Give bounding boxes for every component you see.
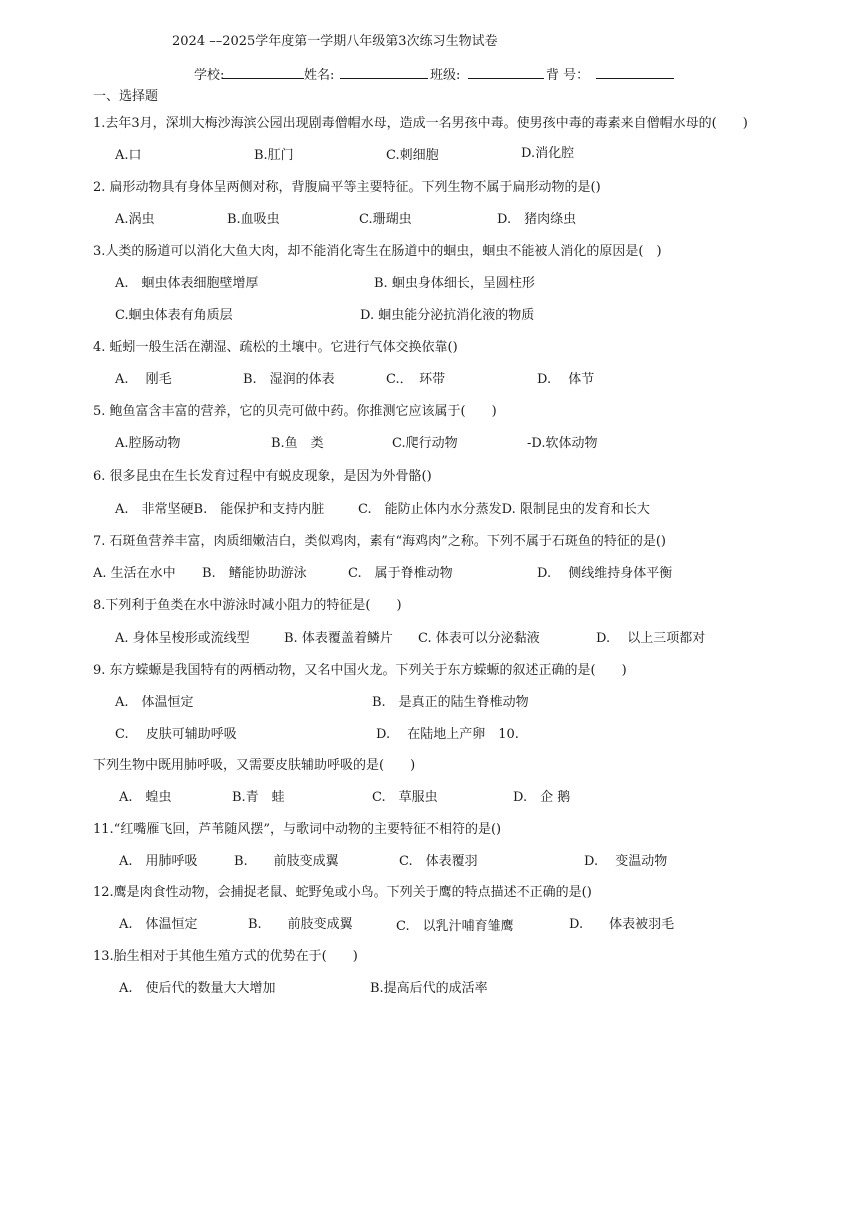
q7-option-c[interactable]: C. 属于脊椎动物	[348, 566, 453, 581]
q7-option-b[interactable]: B. 鳍能协助游泳	[202, 566, 307, 581]
q10-option-d[interactable]: D. 企 鹅	[513, 790, 571, 805]
q2-option-c[interactable]: C.珊瑚虫	[359, 212, 412, 227]
q11-option-d[interactable]: D. 变温动物	[584, 854, 668, 869]
q3-option-d[interactable]: D. 蛔虫能分泌抗消化液的物质	[360, 308, 535, 323]
q9-option-a[interactable]: A. 体温恒定	[115, 695, 194, 710]
q1-option-d[interactable]: D.消化腔	[521, 146, 575, 161]
question-9: 9. 东方蝾螈是我国特有的两栖动物，又名中国火龙。下列关于东方蝾螈的叙述正确的是( )	[93, 663, 627, 678]
q8-option-d[interactable]: D. 以上三项都对	[596, 631, 706, 646]
q13-option-a[interactable]: A. 使后代的数量大大增加	[119, 981, 276, 996]
question-13: 13.胎生相对于其他生殖方式的优势在于( )	[93, 949, 358, 964]
seat-label: 背 号：	[546, 68, 590, 83]
q9-option-b[interactable]: B. 是真正的陆生脊椎动物	[372, 695, 529, 710]
q5-option-a[interactable]: A.腔肠动物	[115, 436, 181, 451]
q10-option-b[interactable]: B.青 蛙	[232, 790, 285, 805]
question-12: 12.鹰是肉食性动物，会捕捉老鼠、蛇野兔或小鸟。下列关于鹰的特点描述不正确的是()	[93, 885, 592, 900]
question-4: 4. 蚯蚓一般生活在潮湿、疏松的土壤中。它进行气体交换依靠()	[93, 340, 458, 355]
q8-option-c[interactable]: C. 体表可以分泌黏液	[418, 631, 540, 646]
q1-option-c[interactable]: C.刺细胞	[386, 148, 439, 163]
q4-option-a[interactable]: A. 刚毛	[115, 372, 172, 387]
q7-option-a[interactable]: A. 生活在水中	[93, 566, 176, 581]
question-7: 7. 石斑鱼营养丰富，肉质细嫩洁白，类似鸡肉，素有“海鸡肉”之称。下列不属于石斑鱼的特征的是()	[93, 534, 666, 549]
q11-option-c[interactable]: C. 体表覆羽	[399, 854, 478, 869]
question-3: 3.人类的肠道可以消化大鱼大肉，却不能消化寄生在肠道中的蛔虫，蛔虫不能被人消化的原因是( )	[93, 244, 662, 259]
q2-option-b[interactable]: B.血吸虫	[227, 212, 280, 227]
q4-option-d[interactable]: D. 体节	[537, 372, 595, 387]
q1-option-b[interactable]: B.肛门	[254, 148, 294, 163]
q1-option-a[interactable]: A.口	[115, 148, 142, 163]
q5-option-d[interactable]: -D.软体动物	[527, 436, 598, 451]
q13-option-b[interactable]: B.提高后代的成活率	[370, 981, 488, 996]
question-10: 下列生物中既用肺呼吸，又需要皮肤辅助呼吸的是( )	[93, 758, 416, 773]
q12-option-c[interactable]: C. 以乳汁哺育雏鹰	[396, 919, 514, 934]
question-8: 8.下列利于鱼类在水中游泳时减小阻力的特征是( )	[93, 598, 402, 613]
q12-option-a[interactable]: A. 体温恒定	[119, 917, 198, 932]
q10-option-c[interactable]: C. 草服虫	[372, 790, 438, 805]
q8-option-b[interactable]: B. 体表覆盖着鳞片	[284, 631, 393, 646]
q4-option-c[interactable]: C.． 环带	[386, 372, 446, 387]
class-label: 班级:	[430, 68, 461, 83]
question-11: 11.“红嘴雁飞回，芦苇随风摆”，与歌词中动物的主要特征不相符的是()	[93, 822, 502, 837]
question-2: 2. 扁形动物具有身体呈两侧对称，背腹扁平等主要特征。下列生物不属于扁形动物的是()	[93, 180, 601, 195]
question-1: 1.去年3月，深圳大梅沙海滨公园出现剧毒僧帽水母，造成一名男孩中毒。使男孩中毒的毒素来自僧帽水母的( )	[93, 116, 748, 131]
section-heading: 一、选择题	[93, 89, 159, 104]
q12-option-d[interactable]: D. 体表被羽毛	[569, 917, 675, 932]
q12-option-b[interactable]: B. 前肢变成翼	[248, 917, 353, 932]
name-label: 姓名:	[304, 68, 335, 83]
q8-option-a[interactable]: A. 身体呈梭形或流线型	[115, 631, 250, 646]
q3-option-c[interactable]: C.蛔虫体表有角质层	[115, 308, 233, 323]
q9-option-d[interactable]: D. 在陆地上产卵 10.	[376, 727, 519, 742]
question-5: 5. 鲍鱼富含丰富的营养，它的贝壳可做中药。你推测它应该属于( )	[93, 404, 497, 419]
exam-title: 2024 ––2025学年度第一学期八年级第3次练习生物试卷	[172, 34, 498, 49]
q11-option-b[interactable]: B. 前肢变成翼	[234, 854, 339, 869]
q6-option-ab[interactable]: A. 非常坚硬B. 能保护和支持内脏	[115, 502, 325, 517]
q10-option-a[interactable]: A. 蝗虫	[119, 790, 172, 805]
q11-option-a[interactable]: A. 用肺呼吸	[119, 854, 198, 869]
q3-option-a[interactable]: A. 蛔虫体表细胞壁增厚	[115, 276, 259, 291]
q2-option-a[interactable]: A.涡虫	[115, 212, 155, 227]
school-label: 学校:	[194, 68, 225, 83]
q5-option-b[interactable]: B.鱼 类	[271, 436, 324, 451]
q2-option-d[interactable]: D. 猪肉绦虫	[497, 212, 577, 227]
question-6: 6. 很多昆虫在生长发育过程中有蜕皮现象，是因为外骨骼()	[93, 469, 432, 484]
q6-option-cd[interactable]: C. 能防止体内水分蒸发D. 限制昆虫的发育和长大	[358, 502, 650, 517]
q3-option-b[interactable]: B. 蛔虫身体细长，呈圆柱形	[374, 276, 535, 291]
q9-option-c[interactable]: C. 皮肤可辅助呼吸	[115, 727, 237, 742]
q7-option-d[interactable]: D. 侧线维持身体平衡	[537, 566, 673, 581]
q5-option-c[interactable]: C.爬行动物	[392, 436, 458, 451]
q4-option-b[interactable]: B. 湿润的体表	[243, 372, 335, 387]
